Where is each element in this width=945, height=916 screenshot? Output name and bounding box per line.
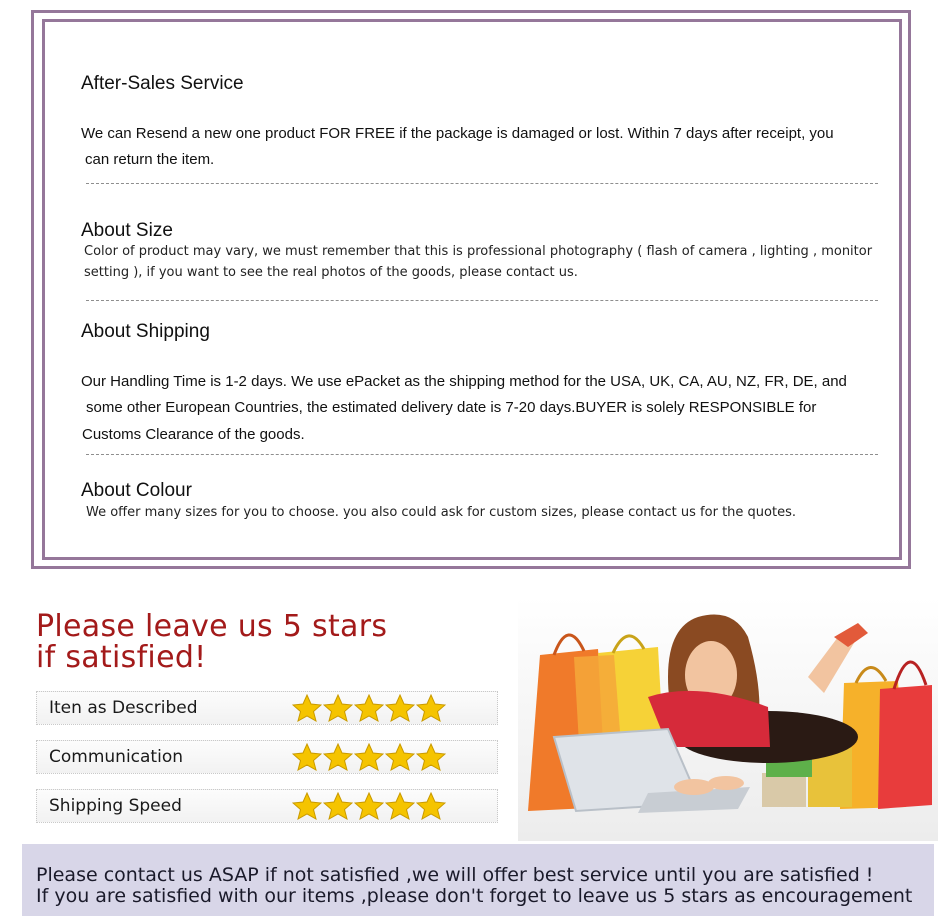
star-icon: [323, 792, 353, 820]
about-size-line-2: setting ), if you want to see the real photos of the goods, please contact us.: [84, 265, 578, 280]
about-shipping-line-3: Customs Clearance of the goods.: [82, 426, 305, 443]
star-icon: [385, 792, 415, 820]
after-sales-line-1: We can Resend a new one product FOR FREE if the package is damaged or lost. Within 7 days after receipt, you: [81, 125, 834, 142]
star-icon: [416, 792, 446, 820]
star-icon: [292, 792, 322, 820]
star-icon: [385, 743, 415, 771]
banner-line-1: Please contact us ASAP if not satisfied ,we will offer best service until you are satisfied !: [36, 864, 874, 886]
star-icon: [323, 743, 353, 771]
star-icon: [416, 743, 446, 771]
star-icon: [354, 743, 384, 771]
divider: [86, 454, 878, 455]
about-colour-line-1: We offer many sizes for you to choose. you also could ask for custom sizes, please contact us for the quotes.: [86, 505, 796, 520]
about-shipping-title: About Shipping: [81, 321, 210, 342]
star-rating: [292, 743, 446, 771]
star-icon: [385, 694, 415, 722]
rating-headline: [36, 611, 387, 673]
about-size-line-1: Color of product may vary, we must remember that this is professional photography ( flash of camera , lighting , monitor: [84, 244, 873, 259]
after-sales-line-2: can return the item.: [85, 151, 215, 168]
star-icon: [323, 694, 353, 722]
star-rating: [292, 792, 446, 820]
star-icon: [292, 694, 322, 722]
star-icon: [292, 743, 322, 771]
about-shipping-line-2: some other European Countries, the estimated delivery date is 7-20 days.BUYER is solely RESPONSIBLE for: [86, 399, 817, 416]
about-size-title: About Size: [81, 220, 173, 241]
divider: [86, 300, 878, 301]
rating-row-communication: [36, 740, 498, 774]
star-icon: [354, 792, 384, 820]
rating-row-label: Shipping Speed: [49, 796, 182, 816]
about-colour-title: About Colour: [81, 480, 192, 501]
banner-line-2: If you are satisfied with our items ,please don't forget to leave us 5 stars as encouragement: [36, 885, 913, 907]
star-icon: [416, 694, 446, 722]
shopping-woman-laptop-image: [518, 597, 938, 841]
rating-headline-line-1: Please leave us 5 stars: [36, 609, 388, 644]
star-rating: [292, 694, 446, 722]
policy-frame-inner: [42, 19, 902, 560]
rating-row-label: Communication: [49, 747, 183, 767]
after-sales-title: After-Sales Service: [81, 73, 244, 94]
rating-headline-line-2: if satisfied!: [36, 640, 207, 675]
divider: [86, 183, 878, 184]
rating-row-label: Iten as Described: [49, 698, 198, 718]
rating-row-described: [36, 691, 498, 725]
star-icon: [354, 694, 384, 722]
rating-row-shipping-speed: [36, 789, 498, 823]
about-shipping-line-1: Our Handling Time is 1-2 days. We use ePacket as the shipping method for the USA, UK, CA, AU, NZ, FR, DE, and: [81, 373, 847, 390]
